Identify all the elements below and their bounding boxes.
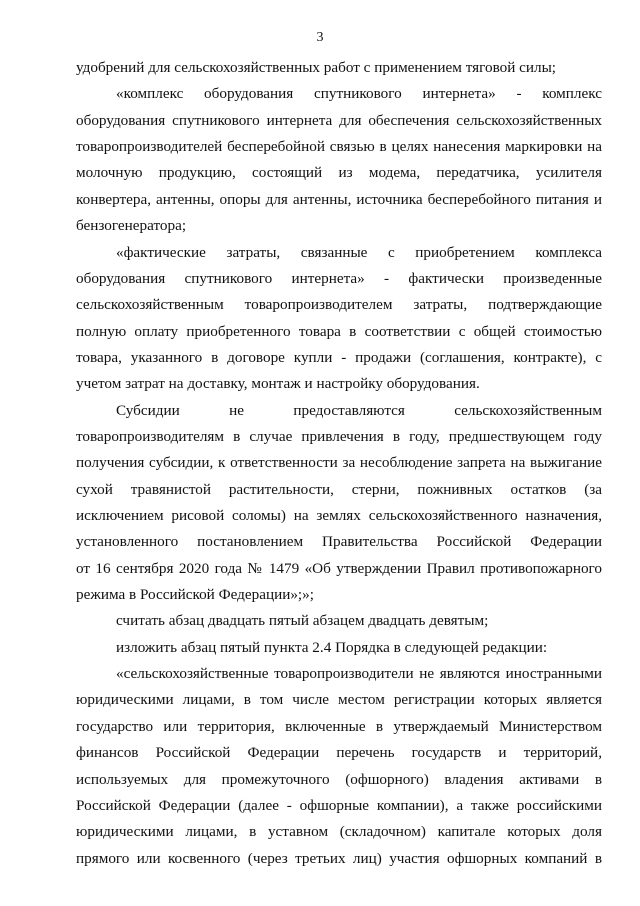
text-line: товаропроизводителей бесперебойной связью в целях нанесения маркировки на [76,138,602,156]
text-line: оборудования спутникового интернета для обеспечения сельскохозяйственных [76,111,602,129]
page-number: 3 [316,30,324,45]
text-line: сухой травянистой растительности, стерни, пожнивных остатков (за [76,480,602,498]
text-line: Российской Федерации (далее - офшорные компании), а также российскими [76,796,602,814]
text-line: юридическими лицами, в уставном (складочном) капитале которых доля [76,823,602,841]
text-line: товара, указанного в договоре купли - продажи (соглашения, контракте), с [76,348,602,366]
text-line: исключением рисовой соломы) на землях сельскохозяйственного назначения, [76,507,602,524]
text-line: изложить абзац пятый пункта 2.4 Порядка в следующей редакции: [116,638,548,656]
text-line: прямого или косвенного (через третьих лиц) участия офшорных компаний в [76,849,602,867]
text-line: Субсидии не предоставляются сельскохозяйственным [116,401,602,419]
text-line: от 16 сентября 2020 года № 1479 «Об утверждении Правил противопожарного [76,559,602,577]
text-line: учетом затрат на доставку, монтаж и настройку оборудования. [76,375,480,393]
text-line: установленного постановлением Правительства Российской Федерации [76,533,602,551]
text-line: «комплекс оборудования спутникового интернета» - комплекс [116,85,602,103]
text-line: получения субсидии, к ответственности за несоблюдение запрета на выжигание [76,454,602,472]
text-line: бензогенератора; [76,217,187,235]
text-line: конвертера, антенны, опоры для антенны, источника бесперебойного питания и [76,190,602,208]
text-line: считать абзац двадцать пятый абзацем двадцать девятым; [116,612,489,630]
text-line: удобрений для сельскохозяйственных работ с применением тяговой силы; [76,59,557,76]
text-line: сельскохозяйственным товаропроизводителем затраты, подтверждающие [76,296,602,314]
text-line: финансов Российской Федерации перечень государств и территорий, [76,744,602,762]
text-line: «сельскохозяйственные товаропроизводители не являются иностранными [116,665,602,683]
text-line: используемых для промежуточного (офшорного) владения активами в [76,770,602,788]
text-line: юридическими лицами, в том числе местом регистрации которых является [76,691,602,709]
text-line: товаропроизводителям в случае привлечения в году, предшествующем году [76,427,602,445]
text-line: молочную продукцию, состоящий из модема, передатчика, усилителя [76,164,602,182]
text-line: государство или территория, включенные в утверждаемый Министерством [76,717,602,735]
text-line: оборудования спутникового интернета» - фактически произведенные [76,269,602,287]
text-line: полную оплату приобретенного товара в соответствии с общей стоимостью [76,322,602,340]
text-line: «фактические затраты, связанные с приобретением комплекса [116,243,602,261]
text-line: режима в Российской Федерации»;»; [76,586,314,603]
